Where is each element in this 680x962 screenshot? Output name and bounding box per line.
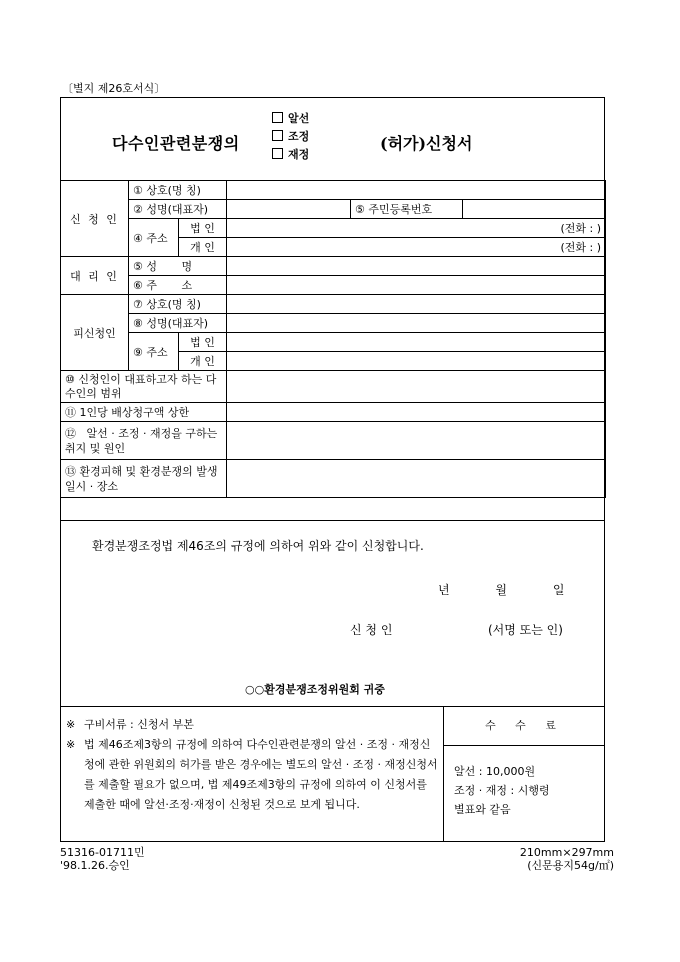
scope-label: ⑩ 신청인이 대표하고자 하는 다수인의 범위 (61, 371, 227, 403)
paper-size: 210mm×297mm (519, 846, 614, 859)
applicant-group-label: 신 청 인 (61, 181, 129, 257)
applicant-name-field[interactable] (227, 181, 606, 200)
title-area (60, 97, 605, 181)
respondent-name-field[interactable] (227, 295, 606, 314)
fee-column (443, 707, 605, 842)
form-title: 다수인관련분쟁의 (112, 134, 240, 153)
respondent-address-label: ⑨ 주소 (129, 333, 179, 371)
respondent-corp-label: 법 인 (179, 333, 227, 352)
respondent-name-label: ⑦ 상호(명 칭) (129, 295, 227, 314)
option-mediation[interactable]: 알선 (272, 110, 309, 128)
note-required-docs: ※ 구비서류 : 신청서 부본 (66, 715, 438, 735)
fee-body (444, 746, 605, 819)
committee-addressee: ○○환경분쟁조정위원회 귀중 (245, 683, 385, 696)
bottom-section (60, 706, 605, 842)
applicant-sign-label: 신 청 인 (350, 623, 393, 637)
declaration-section (60, 520, 605, 706)
scope-field[interactable] (227, 371, 606, 403)
fee-line: 조정 · 재정 : 시행령 (454, 784, 550, 797)
note-mark: ※ (66, 718, 76, 731)
agent-name-field[interactable] (227, 257, 606, 276)
respondent-indiv-address-field[interactable] (227, 352, 606, 371)
applicant-name-label: ① 상호(명 칭) (129, 181, 227, 200)
form-number-label: 〔별지 제26호서식〕 (62, 82, 166, 95)
applicant-rep-field[interactable] (227, 200, 351, 219)
applicant-corp-label: 법 인 (179, 219, 227, 238)
date-line[interactable]: 년 월 일 (438, 583, 565, 597)
form-title-suffix: (허가)신청서 (380, 134, 473, 153)
footer-left (60, 846, 145, 872)
agent-address-label: ⑥ 주 소 (129, 276, 227, 295)
applicant-reg-label: ⑤ 주민등록번호 (351, 200, 463, 219)
respondent-corp-address-field[interactable] (227, 333, 606, 352)
declaration-text: 환경분쟁조정법 제46조의 규정에 의하여 위와 같이 신청합니다. (92, 539, 424, 553)
title-options (272, 110, 309, 164)
phone-label: (전화 : ) (560, 222, 602, 235)
paper-type: (신문용지54g/㎡) (527, 859, 614, 872)
footer-right (520, 846, 614, 872)
applicant-address-label: ④ 주소 (129, 219, 179, 257)
fee-line: 알선 : 10,000원 (454, 765, 536, 778)
purpose-field[interactable] (227, 422, 606, 460)
checkbox[interactable] (272, 112, 283, 123)
form-code: 51316-01711민 (60, 846, 145, 859)
fee-line: 별표와 같음 (454, 803, 511, 816)
agent-address-field[interactable] (227, 276, 606, 295)
respondent-rep-label: ⑧ 성명(대표자) (129, 314, 227, 333)
respondent-rep-field[interactable] (227, 314, 606, 333)
checkbox[interactable] (272, 148, 283, 159)
applicant-reg-field[interactable] (463, 200, 606, 219)
agent-name-label: ⑤ 성 명 (129, 257, 227, 276)
option-arbitration[interactable]: 재정 (272, 146, 309, 164)
purpose-label: ⑫ 알선 · 조정 · 재정을 구하는 취지 및 원인 (61, 422, 227, 460)
damage-label: ⑬ 환경피해 및 환경분쟁의 발생 일시 · 장소 (61, 460, 227, 498)
applicant-indiv-address-field[interactable] (227, 238, 606, 257)
applicant-indiv-label: 개 인 (179, 238, 227, 257)
application-table (60, 180, 606, 498)
respondent-indiv-label: 개 인 (179, 352, 227, 371)
note-rule: ※ 법 제46조제3항의 규정에 의하여 다수인관련분쟁의 알선 · 조정 · 재정신청에 관한 위원회의 허가를 받은 경우에는 별도의 알선 · 조정 · 재정신청서를 제출할 필요가 없으며, 법 제49조제3항의 규정에 의하여 이 신청서를 제출한 때에 알선·조정·재정이 신청된 것으로 보게 됩니다. (66, 735, 438, 815)
fee-header: 수 수 료 (444, 707, 605, 746)
checkbox[interactable] (272, 130, 283, 141)
phone-label: (전화 : ) (560, 241, 602, 254)
agent-group-label: 대 리 인 (61, 257, 129, 295)
limit-field[interactable] (227, 403, 606, 422)
limit-label: ⑪ 1인당 배상청구액 상한 (61, 403, 227, 422)
applicant-rep-label: ② 성명(대표자) (129, 200, 227, 219)
notes (66, 715, 438, 815)
damage-field[interactable] (227, 460, 606, 498)
applicant-corp-address-field[interactable] (227, 219, 606, 238)
respondent-group-label: 피신청인 (61, 295, 129, 371)
option-conciliation[interactable]: 조정 (272, 128, 309, 146)
approval-date: '98.1.26.승인 (60, 859, 130, 872)
signature-field[interactable]: (서명 또는 인) (488, 623, 563, 637)
note-mark: ※ (66, 738, 76, 751)
